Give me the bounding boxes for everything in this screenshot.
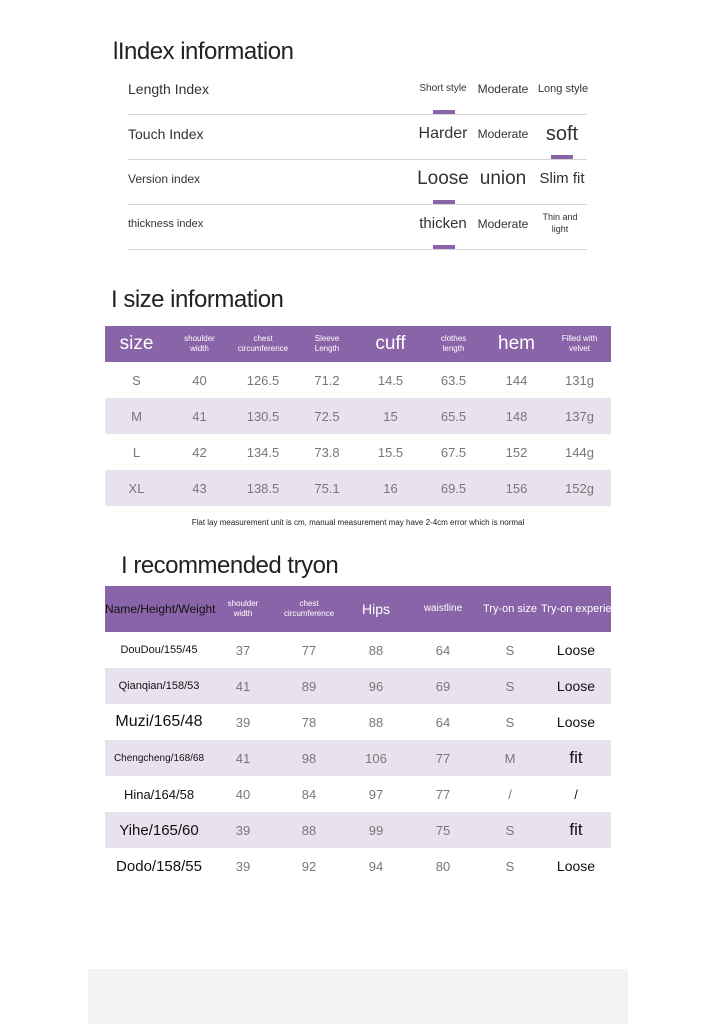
tryon-cell: S xyxy=(505,822,515,838)
size-cell: 144g xyxy=(565,444,594,460)
tryon-name-cell: Qianqian/158/53 xyxy=(118,680,200,692)
tryon-table xyxy=(105,586,630,884)
size-cell: 75.1 xyxy=(314,480,340,496)
size-cell: 72.5 xyxy=(314,408,340,424)
size-header-cell: chest circumference xyxy=(237,334,289,353)
index-row-version xyxy=(128,159,587,205)
tryon-name-cell: Chengcheng/168/68 xyxy=(113,752,205,764)
tryon-header-cell: Hips xyxy=(361,601,390,617)
size-cell: M xyxy=(131,408,142,424)
tryon-cell: M xyxy=(504,750,516,766)
size-cell: 43 xyxy=(192,480,207,496)
size-header-cell: Filled with velvet xyxy=(561,334,598,353)
size-cell: S xyxy=(132,372,141,388)
size-section-title xyxy=(111,286,283,314)
size-cell: 134.5 xyxy=(246,444,280,460)
tryon-cell: 88 xyxy=(301,822,317,838)
size-cell: 126.5 xyxy=(246,372,280,388)
tryon-cell: 41 xyxy=(235,678,251,694)
tryon-header-cell: Try-on experience xyxy=(541,603,630,615)
tryon-cell: 80 xyxy=(435,858,451,874)
table-row xyxy=(105,362,611,398)
index-option: Moderate xyxy=(477,82,529,96)
index-option: Loose xyxy=(417,168,469,189)
index-title-text: lIndex information xyxy=(113,38,294,65)
footer-panel xyxy=(88,969,628,1024)
tryon-cell: 92 xyxy=(301,858,317,874)
tryon-cell: 75 xyxy=(435,822,451,838)
size-table-header xyxy=(105,326,611,362)
size-cell: XL xyxy=(128,480,145,496)
index-option: Slim fit xyxy=(539,170,585,187)
tryon-name-cell: Yihe/165/60 xyxy=(119,821,199,839)
tryon-cell: 99 xyxy=(368,822,384,838)
tryon-cell: / xyxy=(508,786,512,802)
size-header-cell: size xyxy=(119,333,154,354)
tryon-cell: 37 xyxy=(235,642,251,658)
index-label: Touch Index xyxy=(128,126,204,142)
tryon-cell: 106 xyxy=(365,750,387,766)
size-cell: 148 xyxy=(505,408,528,424)
tryon-cell: 40 xyxy=(235,786,251,802)
index-option: Thin and light xyxy=(542,212,578,234)
tryon-cell: 77 xyxy=(301,642,317,658)
size-cell: 65.5 xyxy=(440,408,467,424)
table-row xyxy=(105,776,611,812)
size-table xyxy=(105,326,611,506)
tryon-cell: 39 xyxy=(235,822,251,838)
size-cell: 40 xyxy=(192,372,207,388)
size-cell: 14.5 xyxy=(377,372,404,388)
index-label: Length Index xyxy=(128,81,209,97)
size-cell: 131g xyxy=(565,372,594,388)
size-cell: 152g xyxy=(565,480,594,496)
index-row-touch xyxy=(128,114,587,160)
size-header-cell: shoulder width xyxy=(184,334,215,353)
table-row xyxy=(105,704,611,740)
tryon-cell: S xyxy=(505,858,515,874)
tryon-header-cell: shoulder width xyxy=(227,599,259,618)
tryon-section-title xyxy=(121,552,338,580)
tryon-experience-cell: Loose xyxy=(556,642,596,658)
tryon-name-cell: Dodo/158/55 xyxy=(116,857,202,875)
size-cell: 156 xyxy=(505,480,528,496)
size-cell: 15 xyxy=(383,408,398,424)
size-header-cell: hem xyxy=(498,333,535,354)
tryon-name-cell: DouDou/155/45 xyxy=(120,644,198,656)
table-row xyxy=(105,398,611,434)
size-cell: 152 xyxy=(505,444,528,460)
size-cell: 41 xyxy=(192,408,207,424)
tryon-experience-cell: Loose xyxy=(556,858,596,874)
tryon-experience-cell: fit xyxy=(569,748,583,767)
tryon-header-cell: Name/Height/Weight xyxy=(105,602,216,616)
size-header-cell: cuff xyxy=(375,333,406,354)
table-row xyxy=(105,632,611,668)
table-row xyxy=(105,812,611,848)
tryon-table-body xyxy=(105,632,611,884)
size-cell: 16 xyxy=(383,480,398,496)
tryon-cell: 77 xyxy=(435,750,451,766)
size-header-cell: clothes length xyxy=(440,334,467,353)
size-cell: 15.5 xyxy=(377,444,404,460)
tryon-cell: 41 xyxy=(235,750,251,766)
tryon-table-header xyxy=(105,586,630,632)
size-cell: 73.8 xyxy=(314,444,340,460)
index-option: Short style xyxy=(419,83,467,94)
size-cell: 42 xyxy=(192,444,207,460)
size-cell: 67.5 xyxy=(440,444,467,460)
index-section-title xyxy=(113,38,293,66)
index-option: Moderate xyxy=(477,217,529,231)
tryon-name-cell: Muzi/165/48 xyxy=(115,713,203,730)
tryon-experience-cell: fit xyxy=(569,820,583,839)
table-row xyxy=(105,848,611,884)
index-label: thickness index xyxy=(128,218,204,230)
size-cell: 71.2 xyxy=(314,372,340,388)
tryon-experience-cell: / xyxy=(574,786,578,802)
tryon-cell: 39 xyxy=(235,858,251,874)
index-selected-marker xyxy=(433,245,455,249)
index-option: Harder xyxy=(418,125,468,142)
tryon-cell: 96 xyxy=(368,678,384,694)
size-header-cell: Sleeve Length xyxy=(314,334,340,353)
index-option: Moderate xyxy=(477,127,529,141)
tryon-name-cell: Hina/164/58 xyxy=(123,786,195,802)
index-option: Long style xyxy=(537,83,589,95)
tryon-cell: S xyxy=(505,714,515,730)
size-cell: 69.5 xyxy=(440,480,467,496)
tryon-cell: 98 xyxy=(301,750,317,766)
index-row-thickness xyxy=(128,204,587,250)
tryon-header-cell: waistline xyxy=(423,603,463,614)
size-title-text: I size information xyxy=(111,286,284,313)
measurement-note: Flat lay measurement unit is cm, manual measurement may have 2-4cm error which is normal xyxy=(191,518,525,527)
tryon-cell: 88 xyxy=(368,642,384,658)
tryon-header-cell: chest circumference xyxy=(283,599,335,618)
tryon-cell: S xyxy=(505,642,515,658)
index-row-length xyxy=(128,69,587,115)
table-row xyxy=(105,470,611,506)
tryon-experience-cell: Loose xyxy=(556,714,596,730)
size-cell: 144 xyxy=(505,372,528,388)
tryon-cell: 88 xyxy=(368,714,384,730)
tryon-cell: 39 xyxy=(235,714,251,730)
index-option: union xyxy=(479,168,527,189)
table-row xyxy=(105,668,611,704)
tryon-header-cell: Try-on size xyxy=(483,603,537,615)
tryon-cell: 97 xyxy=(368,786,384,802)
table-row xyxy=(105,740,611,776)
size-cell: 138.5 xyxy=(246,480,280,496)
size-cell: 63.5 xyxy=(440,372,467,388)
tryon-cell: 64 xyxy=(435,714,451,730)
tryon-title-text: I recommended tryon xyxy=(121,552,339,579)
tryon-cell: 84 xyxy=(301,786,317,802)
size-cell: 130.5 xyxy=(246,408,280,424)
tryon-cell: 69 xyxy=(435,678,451,694)
size-cell: 137g xyxy=(565,408,594,424)
tryon-cell: S xyxy=(505,678,515,694)
size-table-body xyxy=(105,362,611,506)
tryon-cell: 94 xyxy=(368,858,384,874)
tryon-cell: 77 xyxy=(435,786,451,802)
tryon-cell: 78 xyxy=(301,714,317,730)
index-label: Version index xyxy=(128,172,201,186)
tryon-cell: 64 xyxy=(435,642,451,658)
table-row xyxy=(105,434,611,470)
index-option: thicken xyxy=(419,215,467,232)
tryon-experience-cell: Loose xyxy=(556,678,596,694)
index-option: soft xyxy=(545,123,579,145)
size-cell: L xyxy=(132,444,141,460)
tryon-cell: 89 xyxy=(301,678,317,694)
